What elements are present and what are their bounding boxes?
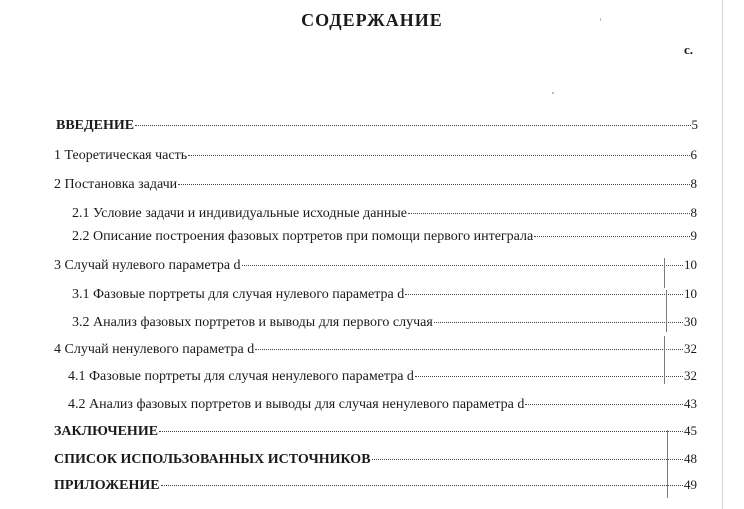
toc-entry-page: 32	[684, 341, 697, 356]
toc-entry-4-2[interactable]	[68, 396, 697, 413]
toc-leader-dots	[255, 349, 683, 350]
toc-entry-page: 8	[690, 205, 697, 220]
toc-entry-label: 2.1 Условие задачи и индивидуальные исходные данные	[72, 206, 408, 221]
toc-entry-zero-parameter[interactable]	[54, 257, 697, 274]
scan-speck	[552, 92, 554, 94]
toc-entry-page: 30	[684, 314, 697, 329]
toc-entry-theory[interactable]	[54, 147, 697, 164]
toc-entry-page: 49	[684, 477, 697, 492]
toc-entry-page: 9	[690, 228, 697, 243]
toc-entry-2-2[interactable]	[72, 228, 697, 245]
toc-leader-dots	[135, 125, 690, 126]
toc-entry-4-1[interactable]	[68, 368, 697, 385]
toc-entry-page: 5	[691, 117, 698, 132]
toc-leader-dots	[242, 265, 683, 266]
toc-entry-label: 3 Случай нулевого параметра d	[54, 258, 241, 273]
scan-speck	[600, 18, 601, 21]
scan-edge-line	[722, 0, 723, 509]
toc-entry-label: 4.2 Анализ фазовых портретов и выводы для случая ненулевого параметра d	[68, 397, 525, 412]
toc-entry-page: 10	[684, 286, 697, 301]
toc-leader-dots	[408, 213, 689, 214]
toc-leader-dots	[525, 404, 683, 405]
toc-entry-page: 32	[684, 368, 697, 383]
page-title: СОДЕРЖАНИЕ	[301, 10, 443, 30]
scan-mark-middle	[666, 290, 667, 332]
toc-entry-label: 4 Случай ненулевого параметра d	[54, 342, 255, 357]
toc-entry-conclusion[interactable]	[54, 423, 697, 440]
scan-mark-lower	[664, 336, 665, 384]
toc-entry-label: 1 Теоретическая часть	[54, 148, 188, 163]
toc-entry-page: 10	[684, 257, 697, 272]
toc-entry-appendix[interactable]	[54, 477, 697, 494]
toc-entry-2-1[interactable]	[72, 205, 697, 222]
toc-entry-label: ПРИЛОЖЕНИЕ	[54, 478, 160, 493]
toc-entry-nonzero-parameter[interactable]	[54, 341, 697, 358]
toc-leader-dots	[434, 322, 683, 323]
toc-entry-3-1[interactable]	[72, 286, 697, 303]
toc-leader-dots	[534, 236, 689, 237]
toc-entry-page: 6	[690, 147, 697, 162]
toc-entry-page: 8	[690, 176, 697, 191]
toc-entry-page: 48	[684, 451, 697, 466]
page-column-label: с.	[684, 42, 694, 57]
toc-entry-introduction[interactable]	[56, 117, 698, 134]
toc-entry-page: 45	[684, 423, 697, 438]
toc-entry-problem-statement[interactable]	[54, 176, 697, 193]
scan-mark-upper	[664, 258, 665, 288]
toc-entry-3-2[interactable]	[72, 314, 697, 331]
toc-leader-dots	[405, 294, 683, 295]
toc-entry-label: 4.1 Фазовые портреты для случая ненулевого параметра d	[68, 369, 414, 384]
toc-leader-dots	[188, 155, 689, 156]
toc-leader-dots	[178, 184, 689, 185]
toc-leader-dots	[159, 431, 683, 432]
toc-entry-page: 43	[684, 396, 697, 411]
toc-entry-label: 2 Постановка задачи	[54, 177, 178, 192]
toc-leader-dots	[161, 485, 683, 486]
toc-entry-references[interactable]	[54, 451, 697, 468]
toc-entry-label: ЗАКЛЮЧЕНИЕ	[54, 424, 159, 439]
toc-entry-label: 3.2 Анализ фазовых портретов и выводы для первого случая	[72, 315, 433, 330]
scan-mark-bottom	[667, 430, 668, 498]
toc-leader-dots	[372, 459, 683, 460]
toc-entry-label: ВВЕДЕНИЕ	[56, 118, 135, 133]
toc-entry-label: 3.1 Фазовые портреты для случая нулевого параметра d	[72, 287, 405, 302]
toc-entry-label: 2.2 Описание построения фазовых портретов при помощи первого интеграла	[72, 229, 534, 244]
toc-leader-dots	[415, 376, 683, 377]
toc-entry-label: СПИСОК ИСПОЛЬЗОВАННЫХ ИСТОЧНИКОВ	[54, 452, 371, 467]
